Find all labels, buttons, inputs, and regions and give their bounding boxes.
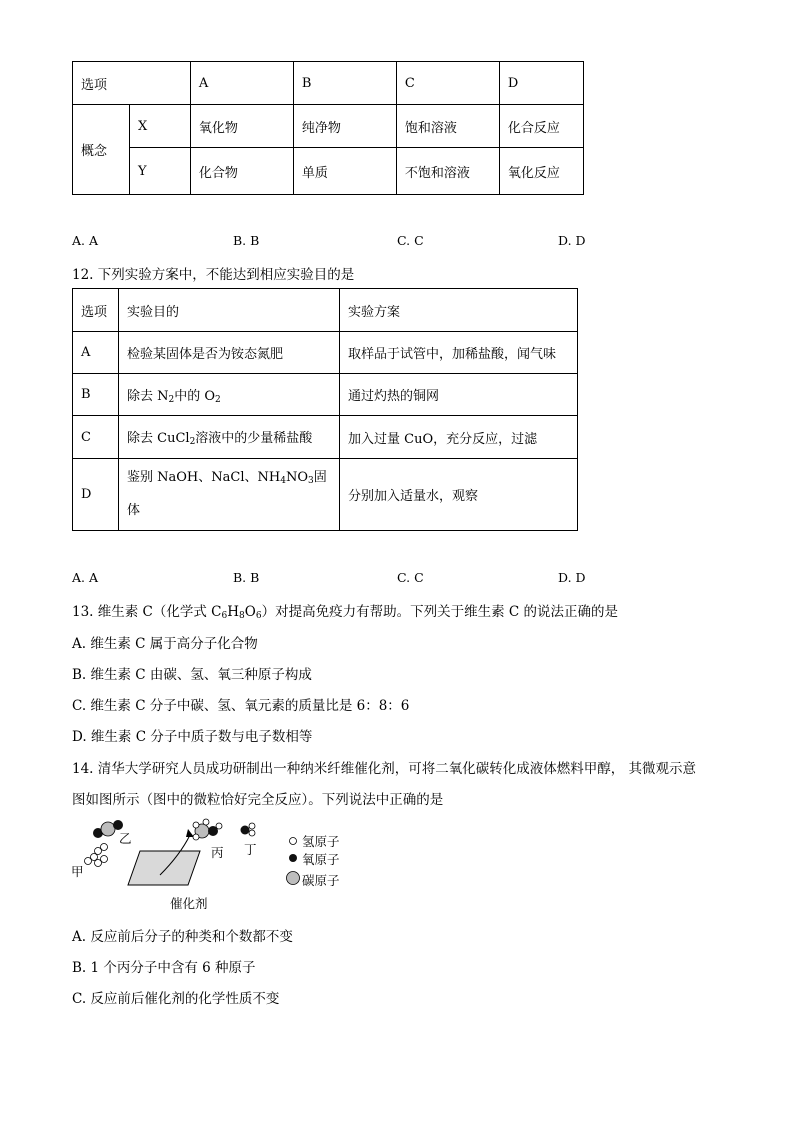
q11-header-b: B xyxy=(293,62,396,105)
q12-plan: 分别加入适量水，观察 xyxy=(340,459,578,531)
q11-concept-label: 概念 xyxy=(73,105,130,195)
bing-molecule xyxy=(193,819,222,840)
q11-header-option: 选项 xyxy=(73,62,191,105)
q14-choice-a[interactable]: A. 反应前后分子的种类和个数都不变 xyxy=(72,929,293,945)
label-ding: 丁 xyxy=(244,842,257,857)
label-bing: 丙 xyxy=(211,845,224,860)
q11-cell: 化合反应 xyxy=(499,105,583,148)
q13-choice-b[interactable]: B. 维生素 C 由碳、氢、氧三种原子构成 xyxy=(72,667,312,683)
q13-choice-d[interactable]: D. 维生素 C 分子中质子数与电子数相等 xyxy=(72,729,313,745)
q11-cell: 饱和溶液 xyxy=(396,105,499,148)
label-yi: 乙 xyxy=(119,831,132,846)
q11-option-a[interactable]: A. A xyxy=(72,233,99,248)
catalyst-plate xyxy=(128,851,200,885)
q11-option-b[interactable]: B. B xyxy=(233,233,260,248)
q12-stem: 12. 下列实验方案中，不能达到相应实验目的是 xyxy=(72,267,355,283)
ding-molecule xyxy=(241,823,256,836)
q11-header-c: C xyxy=(396,62,499,105)
q12-purpose: 检验某固体是否为铵态氮肥 xyxy=(119,332,340,374)
q14-stem-line1: 14. 清华大学研究人员成功研制出一种纳米纤维催化剂，可将二氧化碳转化成液体燃料甲醇， 其微观示意 xyxy=(72,761,697,777)
q11-header-a: A xyxy=(190,62,293,105)
q11-option-c[interactable]: C. C xyxy=(397,233,424,248)
q11-row-key: X xyxy=(130,105,191,148)
q13-stem: 13. 维生素 C（化学式 $C_6H_8O_6$）对提高免疫力有帮助。下列关于维生素 C 的说法正确的是 xyxy=(72,604,618,621)
q12-plan: 加入过量 CuO，充分反应，过滤 xyxy=(340,416,578,459)
q12-option-a[interactable]: A. A xyxy=(72,570,99,585)
q11-cell: 化合物 xyxy=(190,148,293,195)
q12-purpose: 除去 CuCl$_2$溶液中的少量稀盐酸 xyxy=(119,416,340,459)
q11-cell: 氧化反应 xyxy=(499,148,583,195)
carbon-legend-marker xyxy=(287,872,300,885)
label-jia: 甲 xyxy=(71,864,84,879)
q14-stem-line2: 图如图所示（图中的微粒恰好完全反应）。下列说法中正确的是 xyxy=(72,792,444,808)
q11-cell: 单质 xyxy=(293,148,396,195)
q13-choice-c[interactable]: C. 维生素 C 分子中碳、氢、氧元素的质量比是 6：8：6 xyxy=(72,698,410,714)
jia-molecules xyxy=(85,844,108,867)
q13-choice-a[interactable]: A. 维生素 C 属于高分子化合物 xyxy=(72,636,258,652)
q11-header-d: D xyxy=(499,62,583,105)
q11-cell: 不饱和溶液 xyxy=(396,148,499,195)
hydrogen-legend-marker xyxy=(290,838,297,845)
label-catalyst: 催化剂 xyxy=(170,896,208,911)
q12-header-purpose: 实验目的 xyxy=(119,289,340,332)
q11-row-key: Y xyxy=(130,148,191,195)
q11-option-d[interactable]: D. D xyxy=(558,233,586,248)
q12-plan: 取样品于试管中，加稀盐酸，闻气味 xyxy=(340,332,578,374)
legend-hydrogen: 氢原子 xyxy=(302,834,340,849)
legend-oxygen: 氧原子 xyxy=(302,852,340,867)
oxygen-legend-marker xyxy=(289,854,297,862)
q12-row-key: C xyxy=(73,416,119,459)
q12-purpose: 除去 $N_2$中的 $O_2$ xyxy=(119,374,340,416)
q11-table xyxy=(72,61,584,195)
q12-header-option: 选项 xyxy=(73,289,119,332)
legend-carbon: 碳原子 xyxy=(302,873,340,888)
q12-row-key: A xyxy=(73,332,119,374)
q12-purpose: 鉴别 NaOH、NaCl、$NH_4NO_3$固体 xyxy=(119,459,340,531)
q12-option-d[interactable]: D. D xyxy=(558,570,586,585)
q12-table xyxy=(72,288,578,531)
q12-row-key: D xyxy=(73,459,119,531)
q11-cell: 纯净物 xyxy=(293,105,396,148)
q12-row-key: B xyxy=(73,374,119,416)
q12-option-b[interactable]: B. B xyxy=(233,570,260,585)
q12-header-plan: 实验方案 xyxy=(340,289,578,332)
q14-choice-c[interactable]: C. 反应前后催化剂的化学性质不变 xyxy=(72,991,280,1007)
q14-choice-b[interactable]: B. 1 个丙分子中含有 6 种原子 xyxy=(72,960,256,976)
q11-cell: 氧化物 xyxy=(190,105,293,148)
q12-plan: 通过灼热的铜网 xyxy=(340,374,578,416)
q12-option-c[interactable]: C. C xyxy=(397,570,424,585)
